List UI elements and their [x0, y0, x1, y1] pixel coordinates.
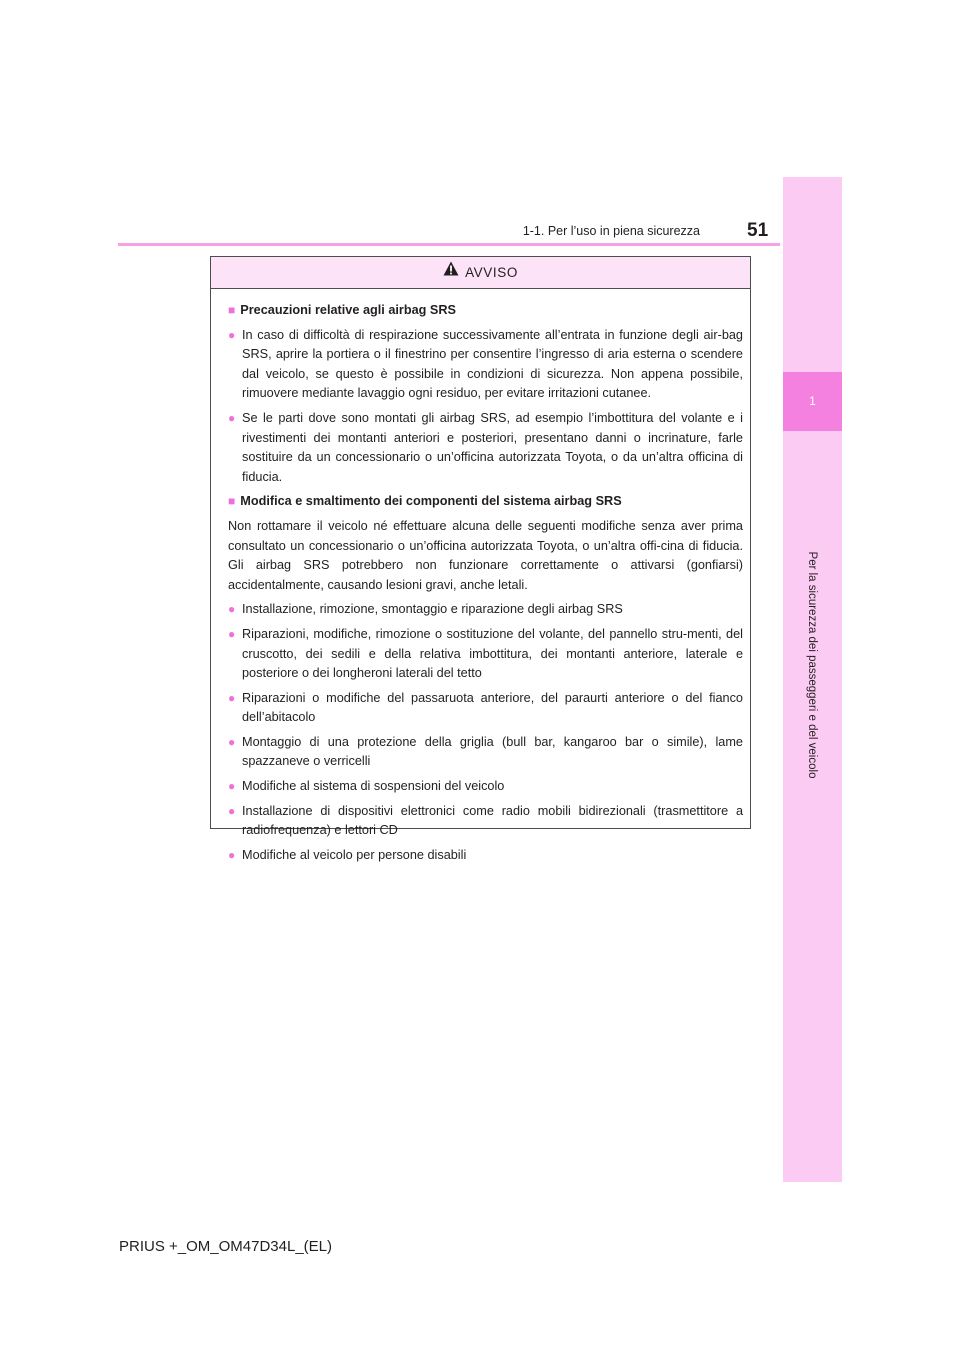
circle-bullet-icon: ●	[228, 626, 236, 641]
list-item: ● Installazione, rimozione, smontaggio e riparazione degli airbag SRS	[228, 600, 743, 620]
chapter-number: 1	[809, 394, 816, 408]
list-item: ● In caso di difficoltà di respirazione successivamente all’entrata in funzione degli air-bag SRS, aprire la portiera o il finestrino per consentire l’ingresso di aria esterna o scendere dal veicolo, se questo è possibile in condizioni di sicurezza. Non appena possibile, rimuovere mediante lavaggio ogni residuo, per evitare irritazioni cutanee.	[228, 327, 743, 401]
section-heading: ■ Precauzioni relative agli airbag SRS	[228, 303, 457, 317]
section-intro: Non rottamare il veicolo né effettuare alcuna delle seguenti modifiche senza aver prima consultato un concessionario o un’officina autorizzata Toyota, o un’altra offi-cina di fiducia. Gli airbag SRS potrebbero non funzionare correttamente o attivarsi (gonfiarsi) accidentalmente, causando lesioni gravi, anche letali.	[228, 518, 743, 592]
circle-bullet-icon: ●	[228, 602, 236, 617]
manual-code: PRIUS +_OM_OM47D34L_(EL)	[119, 1238, 333, 1255]
circle-bullet-icon: ●	[228, 779, 236, 794]
section-heading: ■ Modifica e smaltimento dei componenti del sistema airbag SRS	[228, 494, 622, 509]
warning-box	[210, 256, 751, 862]
chapter-title: Per la sicurezza dei passeggeri e del veicolo	[806, 551, 818, 779]
list-item: ● Installazione di dispositivi elettronici come radio mobili bidirezionali (trasmettitore a radiofrequenza) e lettori CD	[228, 803, 743, 838]
circle-bullet-icon: ●	[228, 690, 236, 705]
circle-bullet-icon: ●	[228, 847, 236, 862]
square-bullet-icon: ■	[228, 494, 236, 509]
list-item: ● Se le parti dove sono montati gli airbag SRS, ad esempio l’imbottitura del volante e i rivestimenti dei montanti anteriori e posteriori, presentano danni o incrinature, farle sostituire da un concessionario o un’officina autorizzata Toyota, o da un’altra officina di fiducia.	[228, 410, 743, 484]
circle-bullet-icon: ●	[228, 734, 236, 749]
section-title: 1-1. Per l’uso in piena sicurezza	[522, 224, 700, 238]
list-item: ● Riparazioni, modifiche, rimozione o sostituzione del volante, del pannello stru-menti, del cruscotto, dei sedili e della relativa imbottitura, dei montanti anteriore, laterale e posteriore o dei longheroni laterali del tetto	[228, 626, 743, 681]
warning-body	[211, 289, 750, 865]
list-item: ● Montaggio di una protezione della griglia (bull bar, kangaroo bar o simile), lame spazzaneve o verricelli	[228, 734, 743, 769]
circle-bullet-icon: ●	[228, 327, 236, 342]
square-bullet-icon: ■	[228, 303, 236, 317]
header-rule	[118, 243, 780, 246]
list-item: ● Riparazioni o modifiche del passaruota anteriore, del paraurti anteriore o del fianco dell’abitacolo	[228, 690, 743, 725]
list-item: ● Modifiche al veicolo per persone disabili	[228, 846, 743, 866]
warning-title: AVVISO	[465, 265, 518, 280]
circle-bullet-icon: ●	[228, 803, 236, 818]
warning-triangle-icon	[443, 256, 459, 287]
warning-header	[211, 257, 750, 289]
list-item: ● Modifiche al sistema di sospensioni del veicolo	[228, 777, 743, 797]
circle-bullet-icon: ●	[228, 410, 236, 425]
chapter-side-tab	[783, 177, 842, 1182]
page-number: 51	[747, 220, 769, 241]
